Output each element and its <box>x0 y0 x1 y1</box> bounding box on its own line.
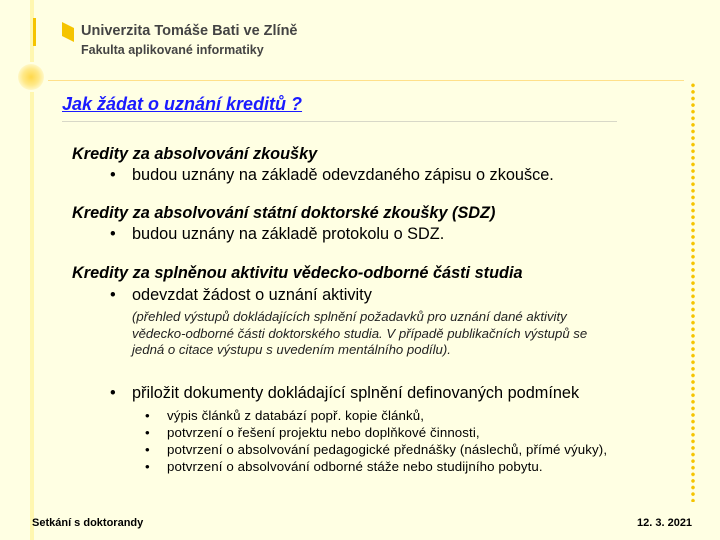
slide-title: Jak žádat o uznání kreditů ? <box>62 94 303 114</box>
bullet-marker: • <box>110 166 116 184</box>
title-divider <box>62 121 617 122</box>
note-line: jedná o citace výstupu s uvedením mentálního podílu). <box>132 342 451 357</box>
section-heading: Kredity za absolvování zkoušky <box>72 145 318 163</box>
sub-bullet-text: potvrzení o řešení projektu nebo doplňkové činnosti, <box>167 424 480 440</box>
footer-event-name: Setkání s doktorandy <box>32 517 144 529</box>
sub-bullet-item <box>72 407 672 424</box>
sub-bullet-item <box>72 441 672 458</box>
sub-bullet-text: potvrzení o absolvování pedagogické přednášky (náslechů, přímé výuky), <box>167 441 608 457</box>
bullet-marker: • <box>145 424 150 440</box>
section-heading: Kredity za splněnou aktivitu vědecko-odborné části studia <box>72 264 523 282</box>
sub-bullet-item <box>72 424 672 441</box>
university-name: Univerzita Tomáše Bati ve Zlíně <box>81 23 298 39</box>
bullet-marker: • <box>110 225 116 243</box>
footer-date: 12. 3. 2021 <box>637 517 693 529</box>
university-logo <box>81 22 298 60</box>
bullet-marker: • <box>145 407 150 423</box>
bullet-marker: • <box>110 383 116 402</box>
bullet-text: přiložit dokumenty dokládající splnění definovaných podmínek <box>132 383 580 402</box>
section-heading: Kredity za absolvování státní doktorské zkoušky (SDZ) <box>72 204 496 222</box>
university-logo-icon <box>62 22 74 42</box>
decorative-line-lower <box>30 92 34 540</box>
bullet-text: budou uznány na základě odevzdaného zápisu o zkoušce. <box>132 166 554 184</box>
sub-bullet-text: potvrzení o absolvování odborné stáže nebo studijního pobytu. <box>167 458 543 474</box>
slide-content <box>72 144 672 475</box>
bullet-marker: • <box>145 458 150 474</box>
bullet-marker: • <box>145 441 150 457</box>
decorative-glow-circle <box>18 64 44 90</box>
bullet-text: odevzdat žádost o uznání aktivity <box>132 286 372 304</box>
bullet-item <box>72 383 672 404</box>
bullet-item <box>72 165 672 186</box>
sub-bullet-item <box>72 458 672 475</box>
note-line: vědecko-odborné části doktorského studia. V případě publikačních výstupů se <box>132 325 588 341</box>
bullet-marker: • <box>110 286 116 304</box>
sub-bullet-text: výpis článků z databází popř. kopie článků, <box>167 407 425 423</box>
sub-bullet-list <box>72 407 672 475</box>
note-line: (přehled výstupů dokládajících splnění požadavků pro uznání dané aktivity <box>132 309 567 324</box>
dotted-border <box>690 82 696 502</box>
bullet-text: budou uznány na základě protokolu o SDZ. <box>132 225 445 243</box>
logo-accent-bar <box>33 18 36 46</box>
bullet-item <box>72 285 672 306</box>
note-text <box>72 309 672 359</box>
bullet-item <box>72 224 672 245</box>
header-rule <box>48 80 684 81</box>
faculty-name: Fakulta aplikované informatiky <box>81 43 264 57</box>
